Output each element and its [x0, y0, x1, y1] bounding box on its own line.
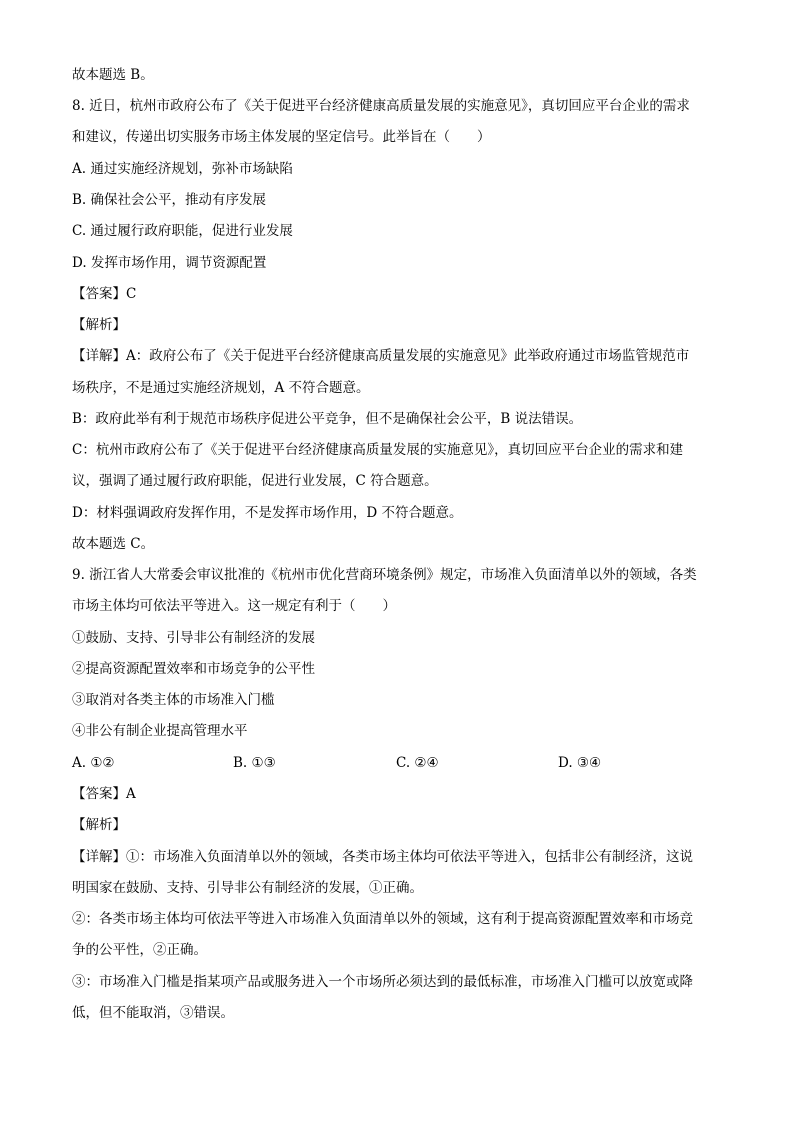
statement-3: ③取消对各类主体的市场准入门槛 — [72, 692, 275, 708]
conclusion-line: 故本题选 C。 — [72, 536, 155, 552]
option-d: D. 发挥市场作用，调节资源配置 — [72, 255, 267, 271]
explanation-line: 议，强调了通过履行政府职能，促进行业发展，C 符合题意。 — [72, 473, 438, 489]
question-9-stem: 9. 浙江省人大常委会审议批准的《杭州市优化营商环境条例》规定，市场准入负面清单以外的领域，各类 — [72, 567, 697, 583]
question-8-stem-cont: 和建议，传递出切实服务市场主体发展的坚定信号。此举旨在（ ） — [72, 129, 491, 145]
question-9-stem-cont: 市场主体均可依法平等进入。这一规定有利于（ ） — [72, 598, 396, 614]
statement-4: ④非公有制企业提高管理水平 — [72, 723, 248, 739]
q9-option-a: A. ①② — [72, 755, 115, 771]
explanation-line: 【详解】①：市场准入负面清单以外的领域，各类市场主体均可依法平等进入，包括非公有制经济，这说 — [72, 849, 693, 865]
answer-label: 【答案】A — [72, 786, 136, 802]
explanation-line: B：政府此举有利于规范市场秩序促进公平竞争，但不是确保社会公平，B 说法错误。 — [72, 411, 583, 427]
explanation-line: 争的公平性，②正确。 — [72, 942, 207, 958]
explanation-line: C：杭州市政府公布了《关于促进平台经济健康高质量发展的实施意见》，真切回应平台企业的需求和建 — [72, 442, 684, 458]
analysis-label: 【解析】 — [72, 317, 126, 333]
explanation-line: 【详解】A：政府公布了《关于促进平台经济健康高质量发展的实施意见》此举政府通过市场监管规范市 — [72, 348, 690, 364]
q9-option-d: D. ③④ — [558, 755, 602, 771]
option-b: B. 确保社会公平，推动有序发展 — [72, 192, 267, 208]
explanation-line: 低，但不能取消，③错误。 — [72, 1005, 234, 1021]
q9-option-c: C. ②④ — [396, 755, 439, 771]
statement-1: ①鼓励、支持、引导非公有制经济的发展 — [72, 630, 315, 646]
question-8-stem: 8. 近日，杭州市政府公布了《关于促进平台经济健康高质量发展的实施意见》，真切回应平台企业的需求 — [72, 98, 690, 114]
q9-option-b: B. ①③ — [233, 755, 276, 771]
option-c: C. 通过履行政府职能，促进行业发展 — [72, 223, 293, 239]
answer-label: 【答案】C — [72, 286, 137, 302]
explanation-line: ②：各类市场主体均可依法平等进入市场准入负面清单以外的领域，这有利于提高资源配置效率和市场竞 — [72, 911, 693, 927]
text-line: 故本题选 B。 — [72, 67, 154, 83]
analysis-label: 【解析】 — [72, 817, 126, 833]
explanation-line: D：材料强调政府发挥作用，不是发挥市场作用，D 不符合题意。 — [72, 505, 463, 521]
statement-2: ②提高资源配置效率和市场竞争的公平性 — [72, 661, 315, 677]
explanation-line: ③：市场准入门槛是指某项产品或服务进入一个市场所必须达到的最低标准，市场准入门槛可以放宽或降 — [72, 974, 693, 990]
explanation-line: 明国家在鼓励、支持、引导非公有制经济的发展，①正确。 — [72, 880, 423, 896]
option-a: A. 通过实施经济规划，弥补市场缺陷 — [72, 161, 293, 177]
explanation-line: 场秩序，不是通过实施经济规划，A 不符合题意。 — [72, 380, 370, 396]
